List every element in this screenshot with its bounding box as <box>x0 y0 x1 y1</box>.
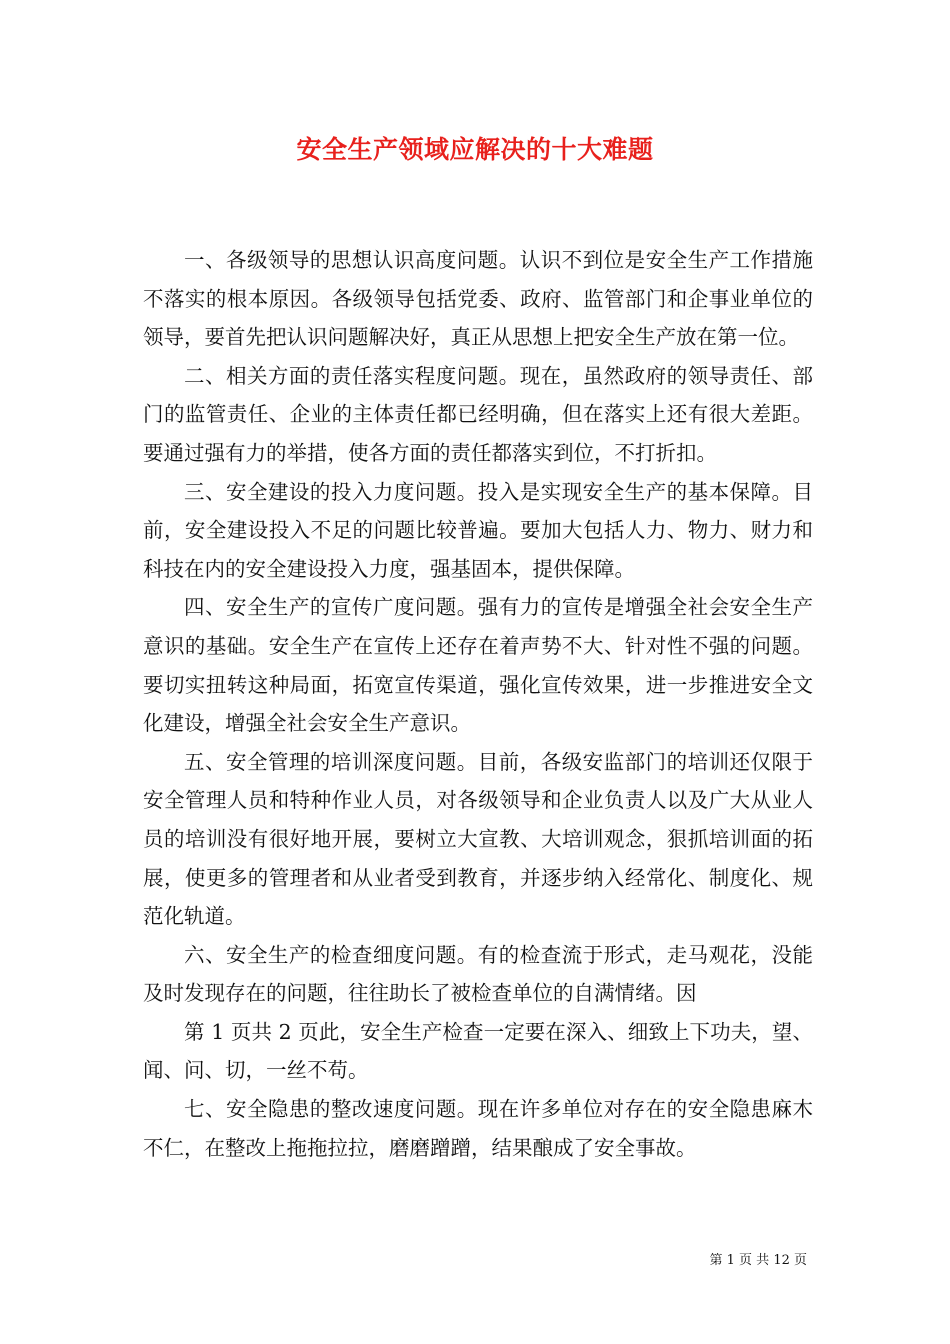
paragraph-1: 一、各级领导的思想认识高度问题。认识不到位是安全生产工作措施不落实的根本原因。各级领导包括党委、政府、监管部门和企事业单位的领导，要首先把认识问题解决好，真正从思想上把安全生产放在第一位。 <box>143 248 813 350</box>
paragraph-7: 第 1 页共 2 页此，安全生产检查一定要在深入、细致上下功夫，望、闻、问、切，一丝不苟。 <box>143 1019 813 1083</box>
paragraph-6: 六、安全生产的检查细度问题。有的检查流于形式，走马观花，没能及时发现存在的问题，往往助长了被检查单位的自满情绪。因 <box>143 942 813 1006</box>
document-body <box>143 241 813 1167</box>
paragraph-5: 五、安全管理的培训深度问题。目前，各级安监部门的培训还仅限于安全管理人员和特种作业人员，对各级领导和企业负责人以及广大从业人员的培训没有很好地开展，要树立大宣教、大培训观念，狠抓培训面的拓展，使更多的管理者和从业者受到教育，并逐步纳入经常化、制度化、规范化轨道。 <box>143 749 813 929</box>
paragraph-4: 四、安全生产的宣传广度问题。强有力的宣传是增强全社会安全生产意识的基础。安全生产在宣传上还存在着声势不大、针对性不强的问题。要切实扭转这种局面，拓宽宣传渠道，强化宣传效果，进一步推进安全文化建设，增强全社会安全生产意识。 <box>143 595 813 736</box>
paragraph-2: 二、相关方面的责任落实程度问题。现在，虽然政府的领导责任、部门的监管责任、企业的主体责任都已经明确，但在落实上还有很大差距。要通过强有力的举措，使各方面的责任都落实到位，不打折扣。 <box>143 363 813 465</box>
paragraph-3: 三、安全建设的投入力度问题。投入是实现安全生产的基本保障。目前，安全建设投入不足的问题比较普遍。要加大包括人力、物力、财力和科技在内的安全建设投入力度，强基固本，提供保障。 <box>143 479 813 581</box>
page-title: 安全生产领域应解决的十大难题 <box>296 135 654 164</box>
paragraph-8: 七、安全隐患的整改速度问题。现在许多单位对存在的安全隐患麻木不仁，在整改上拖拖拉拉，磨磨蹭蹭，结果酿成了安全事故。 <box>143 1097 813 1160</box>
page-number-footer: 第 1 页 共 12 页 <box>709 1253 807 1268</box>
